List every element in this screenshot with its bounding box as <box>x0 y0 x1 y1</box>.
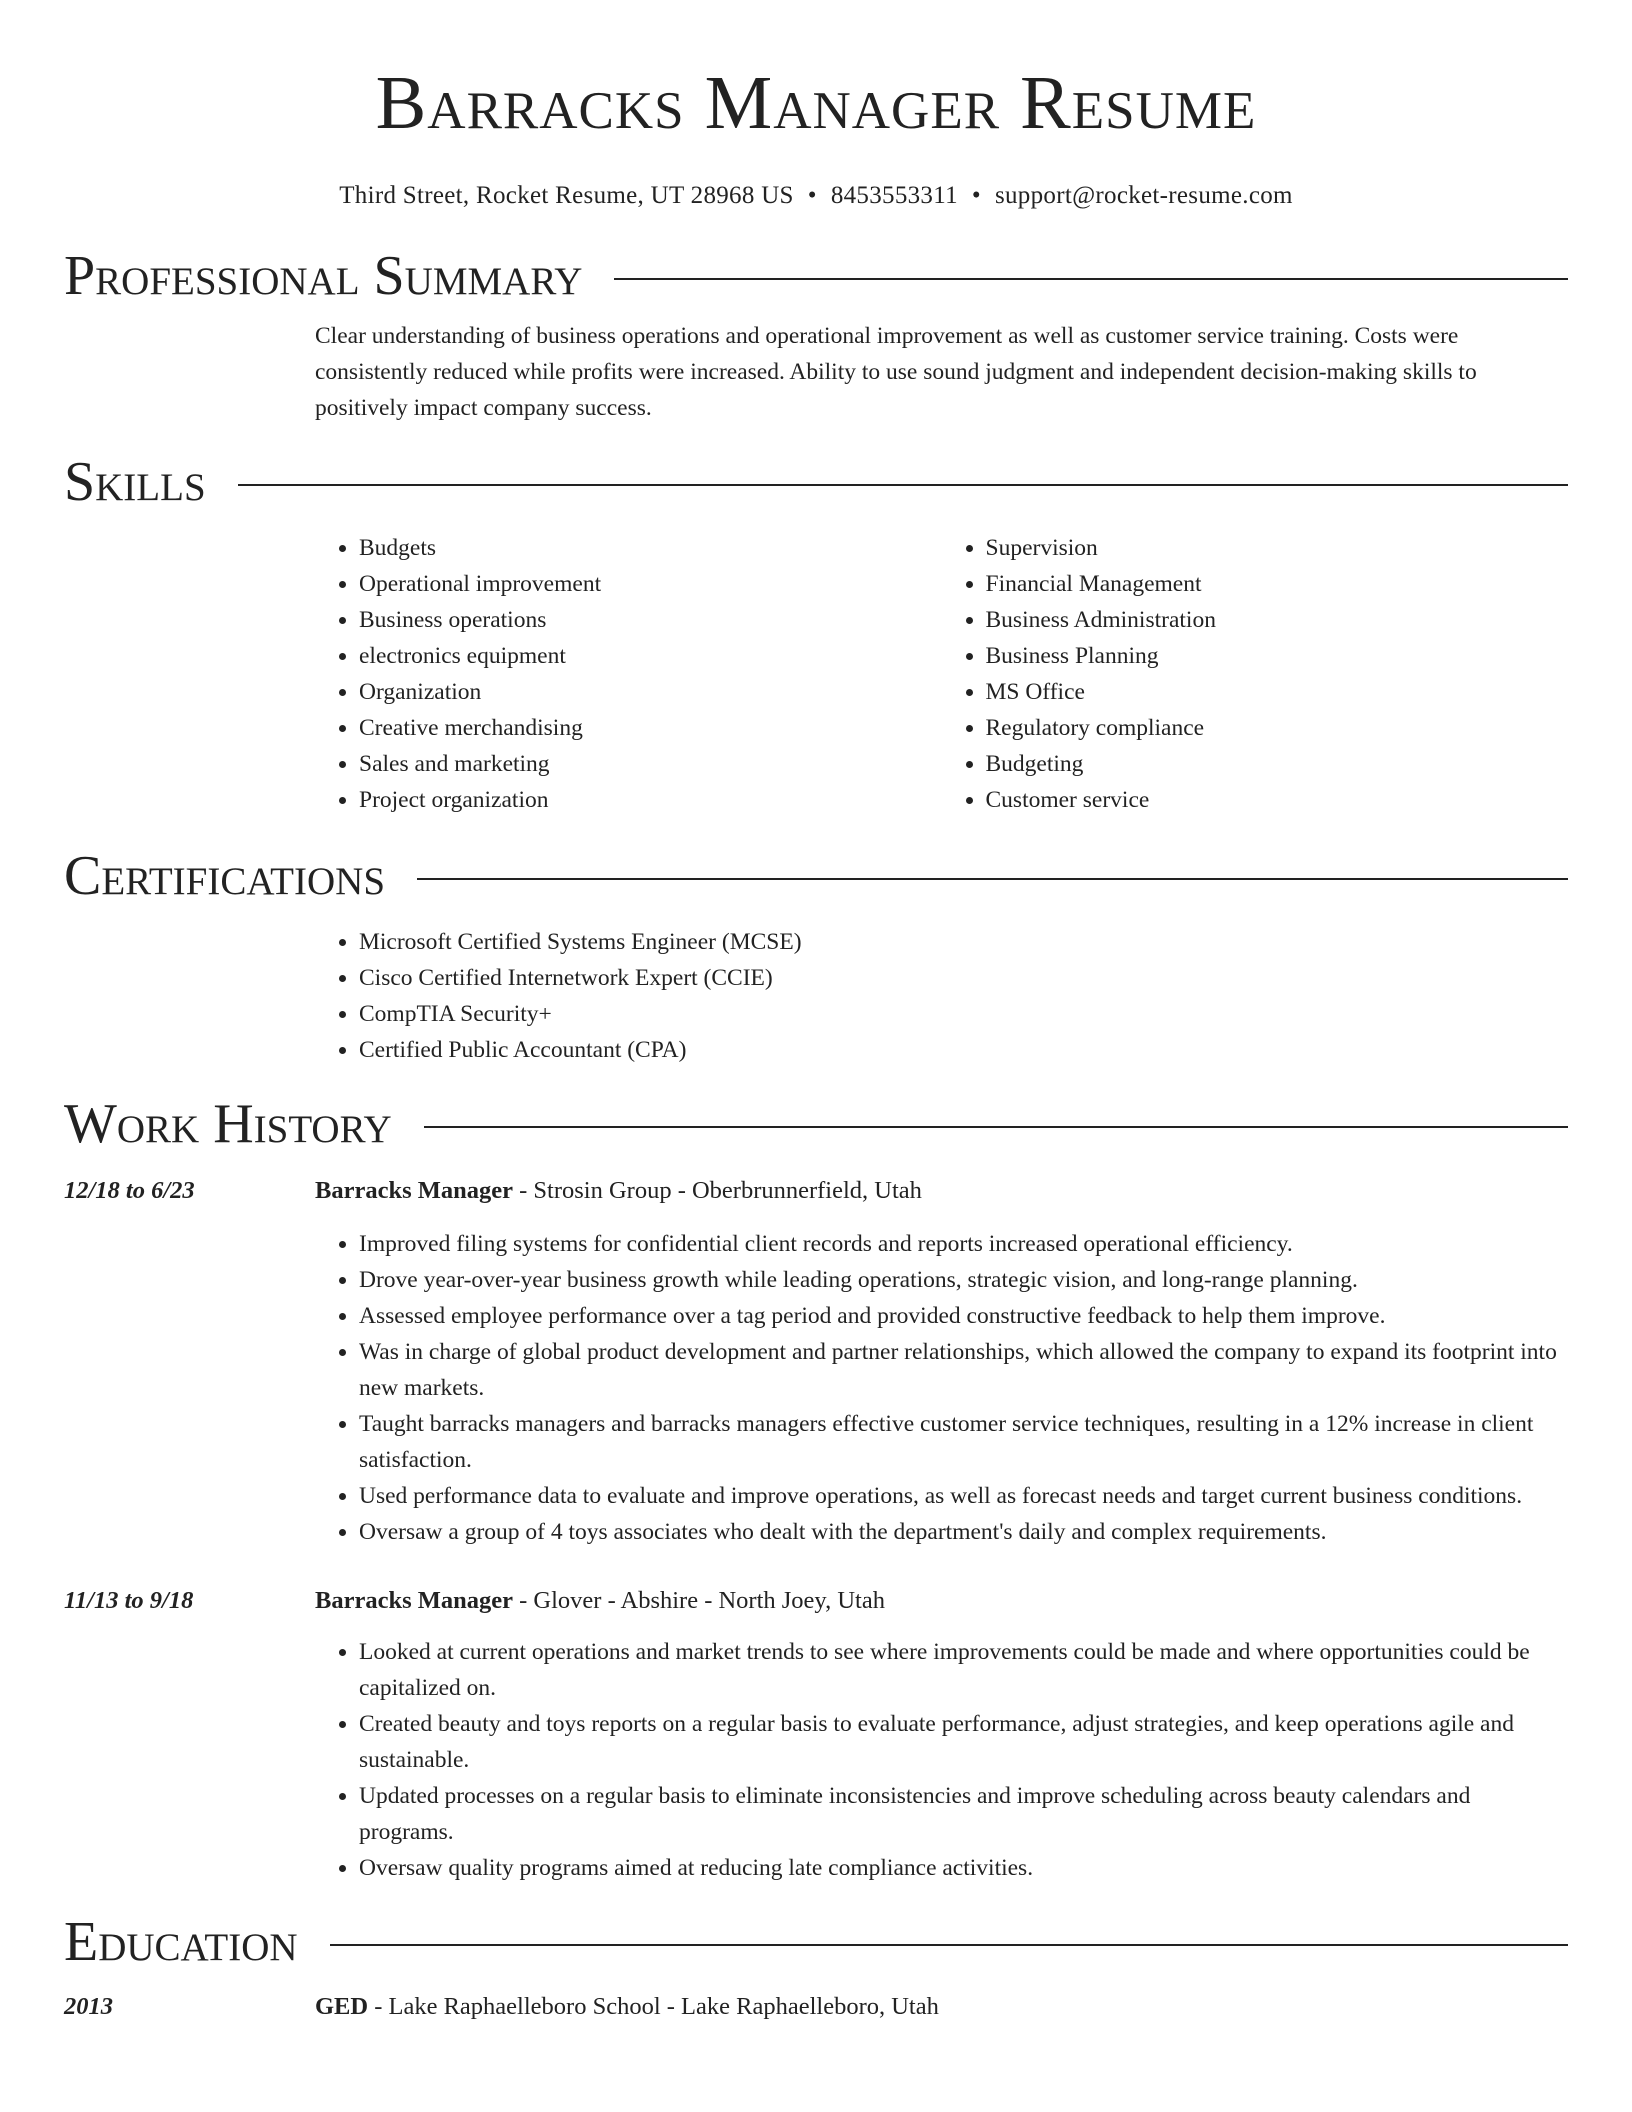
contact-phone: 8453553311 <box>830 182 958 209</box>
skills-list <box>315 530 1568 818</box>
education-year: 2013 <box>64 1993 113 2020</box>
job-header <box>64 1174 1568 1208</box>
skill-item: • Sales and marketing <box>359 746 942 782</box>
job-bullet: • Was in charge of global product development and partner relationships, which allowed the company to expand its footprint into new markets. <box>359 1334 1568 1406</box>
skill-item: • Financial Management <box>986 566 1569 602</box>
summary-heading: Professional Summary <box>64 245 583 307</box>
certifications-list <box>315 924 1568 1068</box>
certification-item: • Certified Public Accountant (CPA) <box>359 1032 1568 1068</box>
education-school: - Lake Raphaelleboro School - Lake Raphaelleboro, Utah <box>368 1993 939 2020</box>
job-bullet: • Used performance data to evaluate and improve operations, as well as forecast needs and target current business conditions. <box>359 1478 1568 1514</box>
skill-item: • Organization <box>359 674 942 710</box>
job-entry <box>64 1584 1568 1886</box>
work-history-heading: Work History <box>64 1093 392 1155</box>
summary-section <box>315 318 1568 426</box>
job-bullet: • Drove year-over-year business growth while leading operations, strategic vision, and long-range planning. <box>359 1262 1568 1298</box>
skills-heading: Skills <box>64 451 206 513</box>
certification-item: • CompTIA Security+ <box>359 996 1568 1032</box>
section-divider <box>330 1944 1568 1946</box>
contact-separator: • <box>971 182 981 209</box>
skills-column-right <box>942 530 1569 818</box>
section-divider <box>614 278 1568 280</box>
education-degree: GED <box>315 1993 369 2020</box>
skill-item: • Budgeting <box>986 746 1569 782</box>
summary-section-header <box>64 244 1568 308</box>
contact-separator: • <box>807 182 817 209</box>
skill-item: • Customer service <box>986 782 1569 818</box>
job-title: Barracks Manager <box>315 1177 513 1204</box>
job-responsibilities <box>315 1226 1568 1550</box>
skill-item: • Business Administration <box>986 602 1569 638</box>
education-section-header <box>64 1910 1568 1974</box>
section-divider <box>238 484 1568 486</box>
job-employer: - Glover - Abshire - North Joey, Utah <box>513 1587 885 1614</box>
resume-title: Barracks Manager Resume <box>375 61 1257 145</box>
skill-item: • Operational improvement <box>359 566 942 602</box>
job-employer: - Strosin Group - Oberbrunnerfield, Utah <box>513 1177 922 1204</box>
job-bullet: • Oversaw quality programs aimed at reducing late compliance activities. <box>359 1850 1568 1886</box>
job-bullet: • Looked at current operations and market trends to see where improvements could be made and where opportunities could be capitalized on. <box>359 1634 1568 1706</box>
contact-line <box>64 180 1568 212</box>
section-divider <box>417 878 1568 880</box>
skill-item: • electronics equipment <box>359 638 942 674</box>
job-title: Barracks Manager <box>315 1587 513 1614</box>
skills-section-header <box>64 450 1568 514</box>
job-bullet: • Created beauty and toys reports on a regular basis to evaluate performance, adjust strategies, and keep operations agile and sustainable. <box>359 1706 1568 1778</box>
skill-item: • Project organization <box>359 782 942 818</box>
job-heading-line <box>315 1584 885 1618</box>
certifications-section-header <box>64 844 1568 908</box>
skill-item: • MS Office <box>986 674 1569 710</box>
job-entry <box>64 1174 1568 1550</box>
job-bullet: • Assessed employee performance over a tag period and provided constructive feedback to help them improve. <box>359 1298 1568 1334</box>
section-divider <box>424 1126 1568 1128</box>
job-header <box>64 1584 1568 1618</box>
skills-column-left <box>315 530 942 818</box>
certifications-heading: Certifications <box>64 845 386 907</box>
job-bullet: • Taught barracks managers and barracks managers effective customer service techniques, resulting in a 12% increase in client satisfaction. <box>359 1406 1568 1478</box>
skill-item: • Creative merchandising <box>359 710 942 746</box>
skill-item: • Business operations <box>359 602 942 638</box>
skill-item: • Regulatory compliance <box>986 710 1569 746</box>
certification-item: • Microsoft Certified Systems Engineer (MCSE) <box>359 924 1568 960</box>
education-heading-line <box>315 1990 939 2024</box>
job-responsibilities <box>315 1634 1568 1886</box>
education-heading: Education <box>64 1911 298 1973</box>
job-heading-line <box>315 1174 922 1208</box>
job-dates: 11/13 to 9/18 <box>64 1587 194 1614</box>
job-dates: 12/18 to 6/23 <box>64 1177 195 1204</box>
contact-address: Third Street, Rocket Resume, UT 28968 US <box>339 182 794 209</box>
work-history-section-header <box>64 1092 1568 1156</box>
education-entry <box>64 1990 1568 2024</box>
skill-item: • Business Planning <box>986 638 1569 674</box>
contact-email: support@rocket-resume.com <box>994 182 1293 209</box>
summary-text: Clear understanding of business operations and operational improvement as well as customer service training. Costs were consistently reduced while profits were increased. Ability to use sound judgment and independent decision-making skills to positively impact company success. <box>315 323 1477 421</box>
certification-item: • Cisco Certified Internetwork Expert (CCIE) <box>359 960 1568 996</box>
job-bullet: • Improved filing systems for confidential client records and reports increased operational efficiency. <box>359 1226 1568 1262</box>
job-bullet: • Oversaw a group of 4 toys associates who dealt with the department's daily and complex requirements. <box>359 1514 1568 1550</box>
skill-item: • Supervision <box>986 530 1569 566</box>
job-bullet: • Updated processes on a regular basis to eliminate inconsistencies and improve scheduling across beauty calendars and programs. <box>359 1778 1568 1850</box>
skill-item: • Budgets <box>359 530 942 566</box>
